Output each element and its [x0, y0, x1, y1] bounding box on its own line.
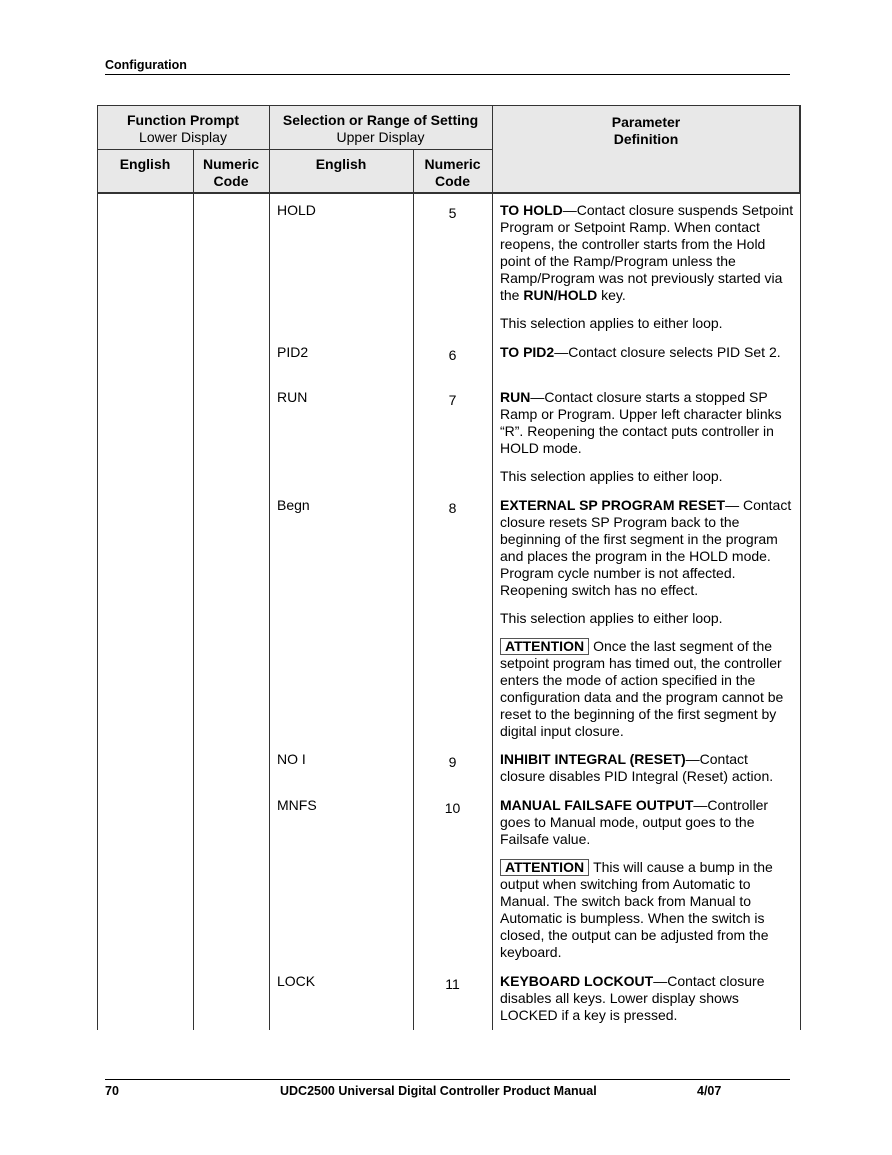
attention-note: [500, 638, 794, 740]
selection-code: 11: [445, 976, 460, 992]
definition-title: TO PID2: [500, 344, 555, 360]
selection-label: Selection or Range of Setting: [282, 112, 479, 128]
header-divider: [97, 149, 492, 150]
definition-note: This selection applies to either loop.: [500, 610, 723, 626]
selection-code: 8: [448, 500, 457, 516]
run-hold-key-label: RUN/HOLD: [523, 287, 598, 303]
attention-text: Once the last segment of the setpoint program has timed out, the controller enters the mode of action specified in the configuration data and the program cannot be reset to the beginning of the first segment by digital input closure.: [500, 638, 784, 739]
code-label-1: Code: [213, 173, 249, 189]
document-title: UDC2500 Universal Digital Controller Product Manual: [280, 1084, 597, 1098]
selection-english: PID2: [277, 344, 309, 360]
definition-label: Definition: [613, 131, 679, 147]
english-label-1: English: [119, 156, 171, 172]
definition-title: EXTERNAL SP PROGRAM RESET: [500, 497, 726, 513]
definition-text: [500, 389, 794, 457]
column-divider-3: [413, 149, 414, 1030]
definition-body: —Contact closure selects PID Set 2.: [554, 344, 781, 360]
selection-code: 10: [444, 800, 461, 816]
definition-title: KEYBOARD LOCKOUT: [500, 973, 654, 989]
definition-text: [500, 973, 794, 1024]
attention-badge: ATTENTION: [500, 638, 589, 655]
attention-note: [500, 859, 794, 961]
definition-body: —Controller goes to Manual mode, output goes to the Failsafe value.: [500, 797, 769, 847]
selection-english: MNFS: [277, 797, 317, 813]
selection-code: 7: [448, 392, 457, 408]
function-prompt-header: [97, 112, 269, 146]
definition-body: —Contact closure suspends Setpoint Program or Setpoint Ramp. When contact reopens, the controller starts from the Hold point of the Ramp/Program unless the Ramp/Program was not previously started via the: [500, 202, 794, 303]
selection-english: RUN: [277, 389, 308, 405]
english-header-1: [97, 156, 193, 173]
definition-text: [500, 202, 794, 304]
selection-header: [269, 112, 492, 146]
definition-body: — Contact closure resets SP Program back to the beginning of the first segment in the program and places the program in the HOLD mode. Program cycle number is not affected. Reopening switch has no effect.: [500, 497, 792, 598]
function-prompt-label: Function Prompt: [127, 112, 239, 128]
definition-title: MANUAL FAILSAFE OUTPUT: [500, 797, 694, 813]
code-label-2: Code: [435, 173, 470, 189]
attention-badge: ATTENTION: [500, 859, 589, 876]
numeric-code-header-1: [193, 156, 269, 190]
parameter-definition-header: [492, 114, 800, 148]
section-title: Configuration: [105, 58, 187, 72]
page-number: 70: [105, 1084, 119, 1098]
definition-body: —Contact closure disables all keys. Lower display shows LOCKED if a key is pressed.: [500, 973, 765, 1023]
column-divider-1: [193, 149, 194, 1030]
attention-text: This will cause a bump in the output when switching from Automatic to Manual. The switch back from Manual to Automatic is bumpless. When the switch is closed, the output can be adjusted from the keyboard.: [500, 859, 773, 960]
definition-title: TO HOLD: [500, 202, 563, 218]
definition-note: This selection applies to either loop.: [500, 315, 723, 331]
definition-body: —Contact closure disables PID Integral (Reset) action.: [500, 751, 774, 784]
definition-title: INHIBIT INTEGRAL (RESET): [500, 751, 686, 767]
footer-rule: [105, 1079, 790, 1080]
definition-note: This selection applies to either loop.: [500, 468, 723, 484]
selection-code: 9: [448, 754, 457, 770]
header-rule: [105, 74, 790, 75]
english-header-2: [269, 156, 413, 173]
selection-english: NO I: [277, 751, 306, 767]
definition-text: [500, 497, 794, 599]
english-label-2: English: [315, 156, 367, 172]
numeric-label-2: Numeric: [424, 156, 481, 172]
selection-english: HOLD: [277, 202, 316, 218]
definition-text: [500, 797, 794, 848]
definition-text: [500, 344, 794, 361]
header-bottom-line: [97, 193, 801, 194]
selection-english: LOCK: [277, 973, 316, 989]
column-divider-2: [269, 105, 270, 1030]
table-border-right: [800, 105, 801, 1030]
column-divider-4: [492, 105, 493, 1030]
numeric-label-1: Numeric: [202, 156, 260, 172]
numeric-code-header-2: [413, 156, 492, 190]
lower-display-label: Lower Display: [139, 129, 227, 145]
definition-body: —Contact closure starts a stopped SP Ramp or Program. Upper left character blinks “R”. Reopening the contact puts controller in HOLD mode.: [500, 389, 782, 456]
selection-code: 6: [448, 347, 457, 363]
upper-display-label: Upper Display: [336, 129, 425, 145]
document-date: 4/07: [697, 1084, 722, 1098]
parameter-table: [97, 105, 801, 1030]
definition-title: RUN: [500, 389, 531, 405]
selection-english: Begn: [277, 497, 310, 513]
definition-tail: key.: [597, 287, 626, 303]
table-border-left: [97, 105, 98, 1030]
definition-text: [500, 751, 794, 785]
selection-code: 5: [448, 205, 457, 221]
parameter-label: Parameter: [611, 114, 681, 130]
